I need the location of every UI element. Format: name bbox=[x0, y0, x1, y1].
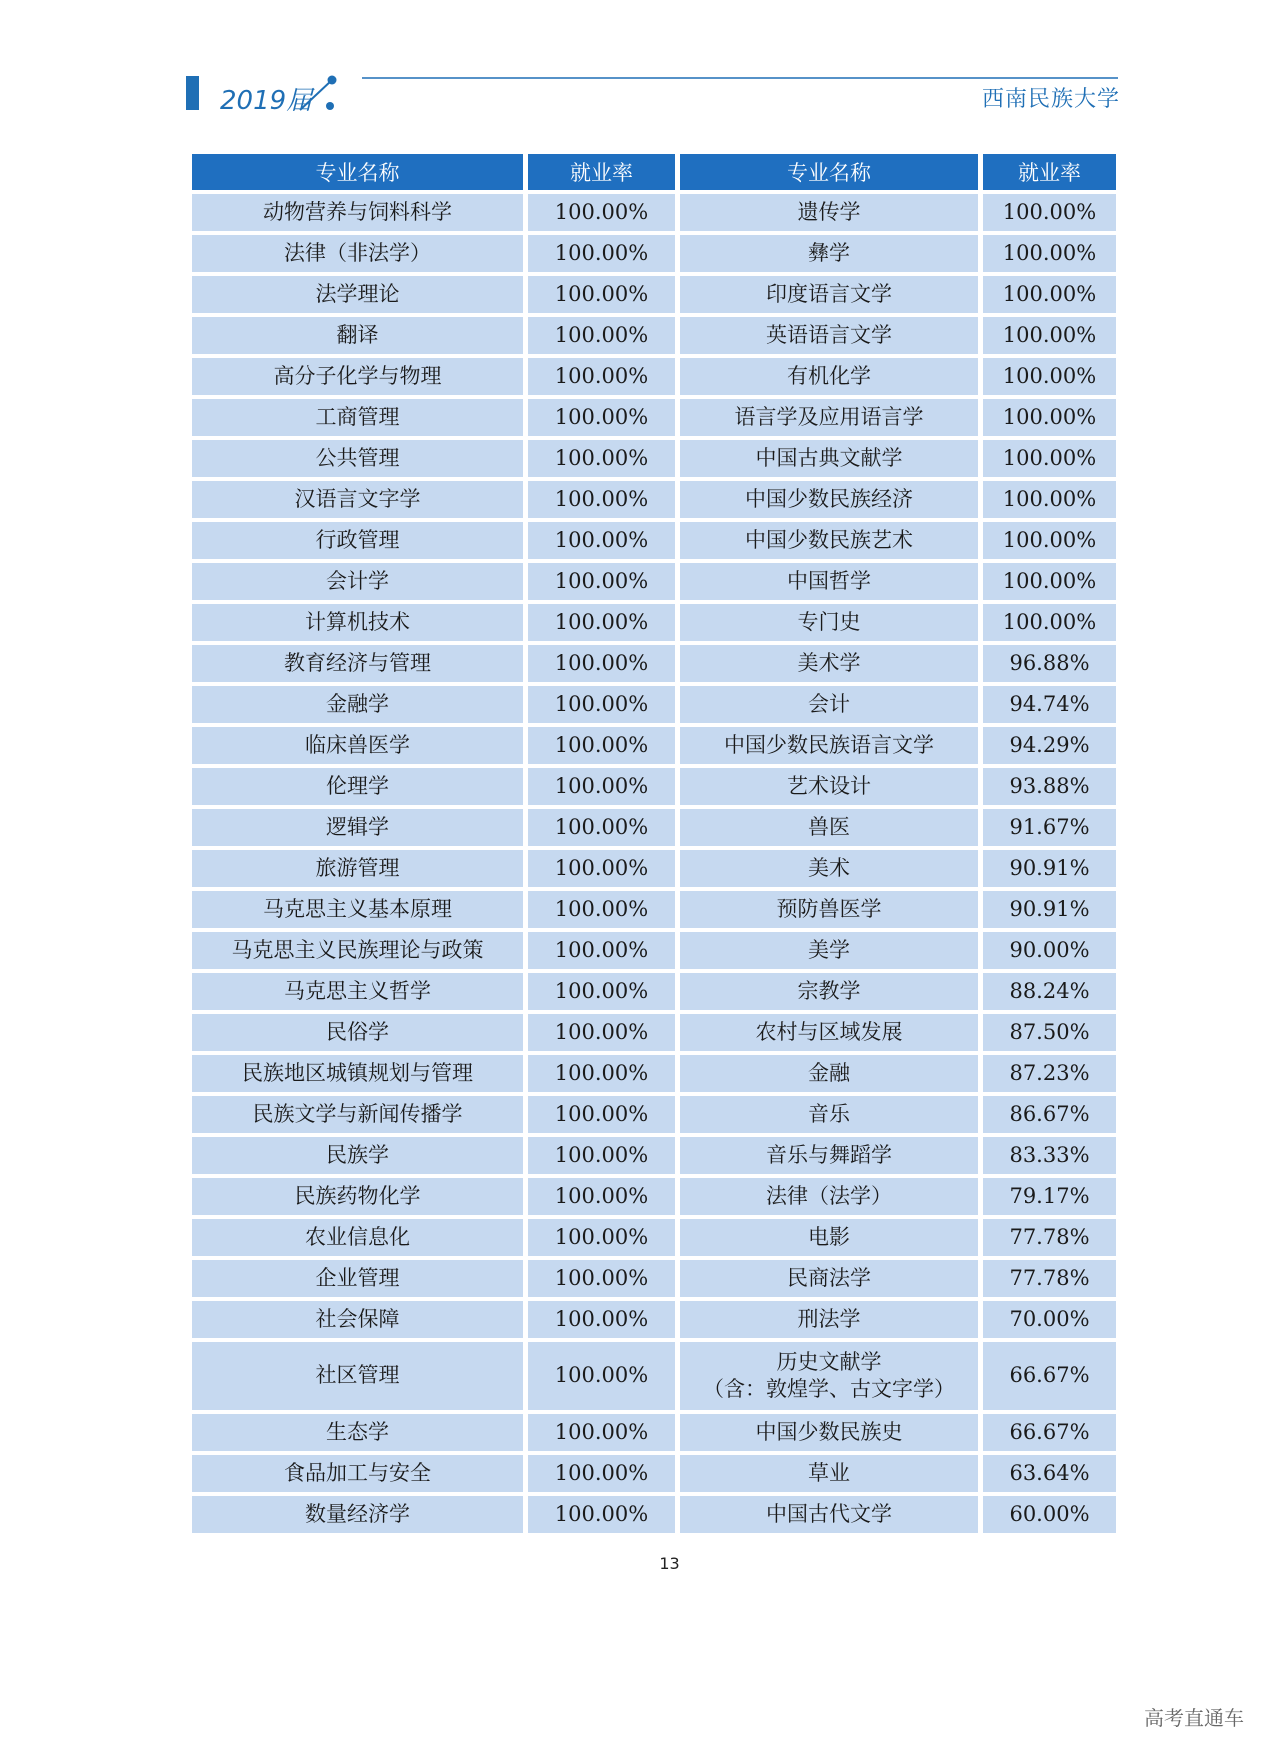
employment-rate-cell: 100.00% bbox=[983, 317, 1116, 354]
table-row bbox=[192, 809, 1116, 846]
major-name-cell: 民族地区城镇规划与管理 bbox=[192, 1055, 523, 1092]
major-name-cell: 美学 bbox=[680, 932, 978, 969]
major-name-cell: 法律（非法学） bbox=[192, 235, 523, 272]
employment-rate-cell: 100.00% bbox=[528, 276, 675, 313]
employment-rate-cell: 79.17% bbox=[983, 1178, 1116, 1215]
employment-rate-cell: 100.00% bbox=[528, 1301, 675, 1338]
major-name-cell: 数量经济学 bbox=[192, 1496, 523, 1533]
table-row bbox=[192, 563, 1116, 600]
table-row bbox=[192, 1014, 1116, 1051]
employment-rate-cell: 100.00% bbox=[528, 235, 675, 272]
employment-rate-cell: 87.50% bbox=[983, 1014, 1116, 1051]
major-name-cell: 公共管理 bbox=[192, 440, 523, 477]
major-name-cell: 遗传学 bbox=[680, 194, 978, 231]
major-name-cell: 中国少数民族艺术 bbox=[680, 522, 978, 559]
employment-rate-cell: 100.00% bbox=[528, 973, 675, 1010]
table-row bbox=[192, 1178, 1116, 1215]
major-name-cell: 音乐 bbox=[680, 1096, 978, 1133]
major-name-cell: 食品加工与安全 bbox=[192, 1455, 523, 1492]
major-name-cell: 企业管理 bbox=[192, 1260, 523, 1297]
col-header-major-name: 专业名称 bbox=[192, 154, 523, 190]
major-name-cell: 中国少数民族经济 bbox=[680, 481, 978, 518]
major-name-cell: 社区管理 bbox=[192, 1342, 523, 1410]
table-row bbox=[192, 1455, 1116, 1492]
employment-rate-cell: 100.00% bbox=[528, 768, 675, 805]
major-name-cell: 会计学 bbox=[192, 563, 523, 600]
employment-rate-cell: 83.33% bbox=[983, 1137, 1116, 1174]
major-name-cell: 翻译 bbox=[192, 317, 523, 354]
table-row bbox=[192, 727, 1116, 764]
major-name-subline: （含：敦煌学、古文字学） bbox=[703, 1377, 955, 1401]
employment-rate-cell: 66.67% bbox=[983, 1414, 1116, 1451]
report-year-label: 2019届 bbox=[220, 86, 313, 116]
employment-rate-cell: 100.00% bbox=[528, 194, 675, 231]
major-name-cell: 中国少数民族史 bbox=[680, 1414, 978, 1451]
employment-rate-cell: 100.00% bbox=[983, 235, 1116, 272]
major-name-cell: 音乐与舞蹈学 bbox=[680, 1137, 978, 1174]
table-row bbox=[192, 1260, 1116, 1297]
table-row bbox=[192, 317, 1116, 354]
employment-rate-cell: 100.00% bbox=[983, 358, 1116, 395]
employment-rate-cell: 90.00% bbox=[983, 932, 1116, 969]
major-name-cell: 语言学及应用语言学 bbox=[680, 399, 978, 436]
watermark: 高考直通车 bbox=[1144, 1706, 1244, 1730]
major-name-cell: 中国古代文学 bbox=[680, 1496, 978, 1533]
employment-rate-cell: 100.00% bbox=[983, 194, 1116, 231]
major-name-cell: 会计 bbox=[680, 686, 978, 723]
employment-rate-cell: 90.91% bbox=[983, 891, 1116, 928]
major-name-cell: 马克思主义民族理论与政策 bbox=[192, 932, 523, 969]
employment-rate-cell: 100.00% bbox=[528, 440, 675, 477]
employment-rate-cell: 94.29% bbox=[983, 727, 1116, 764]
table-row bbox=[192, 440, 1116, 477]
table-row bbox=[192, 522, 1116, 559]
table-row bbox=[192, 1496, 1116, 1533]
employment-rate-table bbox=[187, 150, 1121, 1537]
major-name-cell: 电影 bbox=[680, 1219, 978, 1256]
major-name-cell: 金融学 bbox=[192, 686, 523, 723]
employment-rate-cell: 93.88% bbox=[983, 768, 1116, 805]
major-name-cell: 艺术设计 bbox=[680, 768, 978, 805]
employment-rate-cell: 91.67% bbox=[983, 809, 1116, 846]
major-name-cell: 宗教学 bbox=[680, 973, 978, 1010]
table-row bbox=[192, 358, 1116, 395]
major-name-cell: 高分子化学与物理 bbox=[192, 358, 523, 395]
table-row bbox=[192, 891, 1116, 928]
major-name-cell: 社会保障 bbox=[192, 1301, 523, 1338]
major-name-cell: 中国少数民族语言文学 bbox=[680, 727, 978, 764]
employment-rate-cell: 100.00% bbox=[983, 481, 1116, 518]
table-row bbox=[192, 768, 1116, 805]
table-row bbox=[192, 932, 1116, 969]
employment-rate-cell: 100.00% bbox=[528, 1414, 675, 1451]
major-name-cell: 印度语言文学 bbox=[680, 276, 978, 313]
employment-rate-cell: 63.64% bbox=[983, 1455, 1116, 1492]
major-name-cell: 刑法学 bbox=[680, 1301, 978, 1338]
employment-rate-cell: 87.23% bbox=[983, 1055, 1116, 1092]
major-name-cell: 旅游管理 bbox=[192, 850, 523, 887]
major-name-cell: 民族药物化学 bbox=[192, 1178, 523, 1215]
major-name-cell: 教育经济与管理 bbox=[192, 645, 523, 682]
employment-rate-cell: 100.00% bbox=[528, 481, 675, 518]
major-name-cell: 民俗学 bbox=[192, 1014, 523, 1051]
major-name-cell: 草业 bbox=[680, 1455, 978, 1492]
employment-rate-cell: 90.91% bbox=[983, 850, 1116, 887]
employment-rate-cell: 100.00% bbox=[528, 358, 675, 395]
major-name-cell: 中国古典文献学 bbox=[680, 440, 978, 477]
table-row bbox=[192, 235, 1116, 272]
employment-rate-cell: 100.00% bbox=[983, 399, 1116, 436]
employment-rate-cell: 70.00% bbox=[983, 1301, 1116, 1338]
major-name-cell: 马克思主义基本原理 bbox=[192, 891, 523, 928]
employment-rate-cell: 100.00% bbox=[528, 727, 675, 764]
employment-rate-cell: 100.00% bbox=[528, 399, 675, 436]
major-name-cell: 临床兽医学 bbox=[192, 727, 523, 764]
major-name-cell: 行政管理 bbox=[192, 522, 523, 559]
major-name-cell: 民族文学与新闻传播学 bbox=[192, 1096, 523, 1133]
table-row bbox=[192, 194, 1116, 231]
school-name: 西南民族大学 bbox=[981, 87, 1120, 112]
major-name-cell: 美术 bbox=[680, 850, 978, 887]
major-name-cell: 动物营养与饲料科学 bbox=[192, 194, 523, 231]
employment-rate-cell: 100.00% bbox=[528, 1178, 675, 1215]
employment-rate-cell: 100.00% bbox=[528, 604, 675, 641]
major-name-cell: 预防兽医学 bbox=[680, 891, 978, 928]
major-name-cell: 美术学 bbox=[680, 645, 978, 682]
table-row bbox=[192, 850, 1116, 887]
employment-rate-cell: 86.67% bbox=[983, 1096, 1116, 1133]
employment-rate-cell: 100.00% bbox=[983, 276, 1116, 313]
employment-rate-cell: 100.00% bbox=[528, 1260, 675, 1297]
employment-rate-cell: 100.00% bbox=[983, 563, 1116, 600]
major-name-cell: 生态学 bbox=[192, 1414, 523, 1451]
employment-rate-cell: 96.88% bbox=[983, 645, 1116, 682]
major-name-cell: 专门史 bbox=[680, 604, 978, 641]
employment-rate-cell: 100.00% bbox=[528, 850, 675, 887]
table-row bbox=[192, 276, 1116, 313]
employment-rate-cell: 100.00% bbox=[528, 1137, 675, 1174]
table-row bbox=[192, 1096, 1116, 1133]
table-row bbox=[192, 481, 1116, 518]
major-name-cell: 法律（法学） bbox=[680, 1178, 978, 1215]
col-header-employment-rate: 就业率 bbox=[983, 154, 1116, 190]
major-name-cell: 计算机技术 bbox=[192, 604, 523, 641]
table-row bbox=[192, 399, 1116, 436]
employment-rate-cell: 100.00% bbox=[983, 604, 1116, 641]
major-name-cell: 金融 bbox=[680, 1055, 978, 1092]
employment-rate-cell: 100.00% bbox=[528, 563, 675, 600]
table-row bbox=[192, 604, 1116, 641]
employment-rate-cell: 100.00% bbox=[528, 645, 675, 682]
employment-rate-cell: 77.78% bbox=[983, 1260, 1116, 1297]
employment-rate-cell: 66.67% bbox=[983, 1342, 1116, 1410]
employment-rate-cell: 100.00% bbox=[528, 1096, 675, 1133]
employment-rate-cell: 100.00% bbox=[528, 1342, 675, 1410]
table-row bbox=[192, 645, 1116, 682]
table-row bbox=[192, 686, 1116, 723]
employment-rate-cell: 94.74% bbox=[983, 686, 1116, 723]
table-row bbox=[192, 1219, 1116, 1256]
employment-rate-cell: 100.00% bbox=[528, 522, 675, 559]
table-row bbox=[192, 1055, 1116, 1092]
major-name-cell bbox=[680, 1342, 978, 1410]
page-header bbox=[0, 0, 1280, 130]
major-name-cell: 逻辑学 bbox=[192, 809, 523, 846]
employment-rate-cell: 100.00% bbox=[528, 686, 675, 723]
table-body bbox=[192, 194, 1116, 1533]
table-row bbox=[192, 1301, 1116, 1338]
major-name-cell: 兽医 bbox=[680, 809, 978, 846]
employment-rate-cell: 100.00% bbox=[528, 809, 675, 846]
table-header-row bbox=[192, 154, 1116, 190]
employment-rate-cell: 100.00% bbox=[983, 522, 1116, 559]
major-name-cell: 中国哲学 bbox=[680, 563, 978, 600]
employment-rate-cell: 88.24% bbox=[983, 973, 1116, 1010]
table-row bbox=[192, 1414, 1116, 1451]
major-name-cell: 马克思主义哲学 bbox=[192, 973, 523, 1010]
employment-rate-cell: 100.00% bbox=[528, 891, 675, 928]
employment-rate-cell: 77.78% bbox=[983, 1219, 1116, 1256]
header-accent-bar bbox=[186, 76, 199, 110]
employment-rate-cell: 100.00% bbox=[528, 932, 675, 969]
col-header-major-name: 专业名称 bbox=[680, 154, 978, 190]
employment-rate-cell: 100.00% bbox=[528, 1455, 675, 1492]
major-name-cell: 英语语言文学 bbox=[680, 317, 978, 354]
employment-rate-cell: 100.00% bbox=[983, 440, 1116, 477]
major-name-cell: 彝学 bbox=[680, 235, 978, 272]
header-dot-top bbox=[328, 76, 337, 85]
table-row bbox=[192, 973, 1116, 1010]
major-name-cell: 汉语言文字学 bbox=[192, 481, 523, 518]
header-dot-bottom bbox=[326, 102, 334, 110]
major-name-cell: 工商管理 bbox=[192, 399, 523, 436]
major-name-cell: 伦理学 bbox=[192, 768, 523, 805]
major-name-line: 历史文献学 bbox=[776, 1349, 882, 1374]
employment-rate-cell: 60.00% bbox=[983, 1496, 1116, 1533]
employment-rate-cell: 100.00% bbox=[528, 317, 675, 354]
employment-rate-cell: 100.00% bbox=[528, 1055, 675, 1092]
major-name-cell: 民族学 bbox=[192, 1137, 523, 1174]
major-name-cell: 农村与区域发展 bbox=[680, 1014, 978, 1051]
col-header-employment-rate: 就业率 bbox=[528, 154, 675, 190]
major-name-cell: 农业信息化 bbox=[192, 1219, 523, 1256]
employment-rate-cell: 100.00% bbox=[528, 1014, 675, 1051]
table-row bbox=[192, 1342, 1116, 1410]
table-row bbox=[192, 1137, 1116, 1174]
page-number: 13 bbox=[659, 1554, 680, 1573]
employment-rate-cell: 100.00% bbox=[528, 1496, 675, 1533]
major-name-cell: 民商法学 bbox=[680, 1260, 978, 1297]
major-name-cell: 法学理论 bbox=[192, 276, 523, 313]
major-name-cell: 有机化学 bbox=[680, 358, 978, 395]
employment-rate-cell: 100.00% bbox=[528, 1219, 675, 1256]
